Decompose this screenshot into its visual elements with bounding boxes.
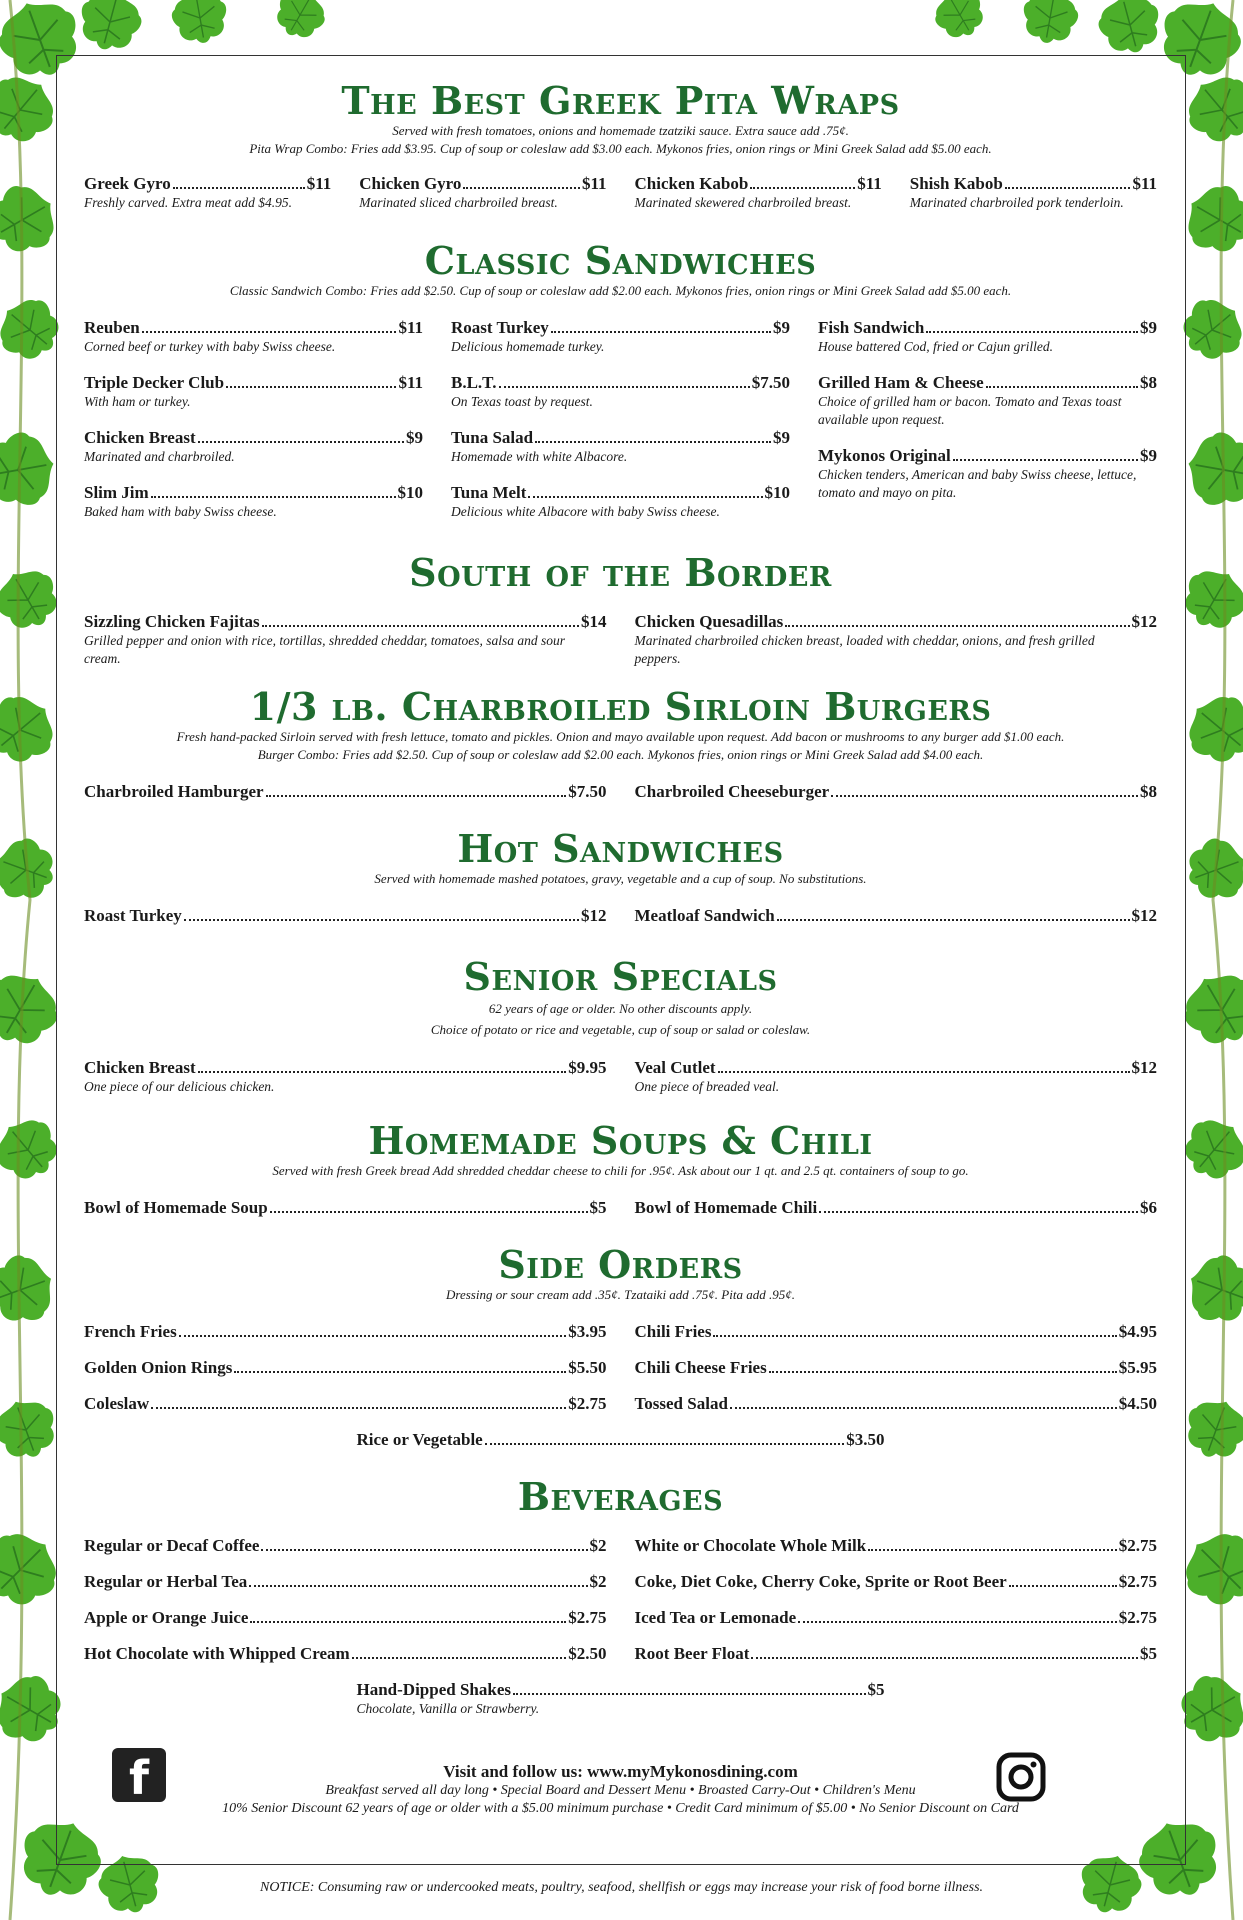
item-name: Chicken Breast [84, 1057, 196, 1077]
item-price: $11 [398, 317, 423, 337]
item-description: Marinated charbroiled chicken breast, loaded with cheddar, onions, and fresh grilled peppers. [634, 632, 1095, 666]
item-description: One piece of our delicious chicken. [84, 1078, 275, 1094]
item-name: Roast Turkey [84, 905, 182, 925]
menu-item [84, 318, 423, 356]
item-price: $2 [589, 1571, 607, 1591]
item-name: Chicken Quesadillas [634, 611, 784, 631]
menu-item [84, 782, 607, 802]
item-price: $2.75 [568, 1393, 607, 1413]
burgers-items [84, 782, 1157, 815]
menu-item [635, 174, 882, 212]
item-name: Charbroiled Cheeseburger [634, 781, 830, 801]
menu-item [818, 446, 1157, 502]
burgers-heading: 1/3 lb. Charbroiled Sirloin Burgers [249, 684, 992, 729]
item-name: Hot Chocolate with Whipped Cream [84, 1643, 350, 1663]
border-heading: South of the Border [409, 550, 832, 595]
menu-item [84, 373, 423, 411]
beverages-heading: Beverages [517, 1474, 724, 1519]
pita-heading: The Best Greek Pita Wraps [341, 78, 900, 123]
beverages-items [84, 1536, 1157, 1680]
burgers-subtitle-1: Fresh hand-packed Sirloin served with fresh lettuce, tomato and pickles. Onion and mayo available upon request. Add bacon or mushrooms to any burger add $1.00 each. [176, 728, 1065, 744]
item-price: $5 [1140, 1643, 1157, 1663]
pita-items [84, 174, 1157, 225]
soups-section [84, 1120, 1157, 1231]
menu-item [635, 782, 1158, 802]
item-price: $8 [1140, 781, 1157, 801]
menu-item [818, 318, 1157, 356]
menu-item [84, 1058, 607, 1096]
classic-column-3 [818, 318, 1157, 538]
classic-heading: Classic Sandwiches [424, 238, 817, 283]
beverages-column-2 [635, 1536, 1158, 1680]
item-name: White or Chocolate Whole Milk [634, 1535, 867, 1555]
menu-item [84, 174, 331, 212]
item-name: Sizzling Chicken Fajitas [84, 611, 260, 631]
item-price: $4.95 [1118, 1321, 1157, 1341]
item-price: $11 [398, 372, 423, 392]
menu-item [635, 1394, 1158, 1414]
item-name: Regular or Decaf Coffee [84, 1535, 260, 1555]
menu-item [84, 1644, 607, 1664]
menu-item [84, 612, 607, 668]
item-price: $2.50 [568, 1643, 607, 1663]
menu-item [635, 1608, 1158, 1628]
senior-subtitle-1: 62 years of age or older. No other discounts apply. [488, 1000, 753, 1016]
item-description: Delicious homemade turkey. [451, 338, 605, 354]
beverages-section [84, 1476, 1157, 1718]
item-price: $14 [581, 611, 607, 631]
menu-item [635, 1536, 1158, 1556]
item-name: Bowl of Homemade Soup [84, 1197, 268, 1217]
menu-item [84, 1572, 607, 1592]
item-price: $9 [1140, 317, 1157, 337]
senior-heading: Senior Specials [463, 954, 778, 999]
item-name: Bowl of Homemade Chili [634, 1197, 818, 1217]
sides-subtitle: Dressing or sour cream add .35¢. Tzataiki add .75¢. Pita add .95¢. [446, 1286, 795, 1302]
senior-section [84, 956, 1157, 1109]
item-name: Chicken Kabob [634, 173, 749, 193]
item-description: Baked ham with baby Swiss cheese. [84, 503, 277, 519]
item-name: Reuben [84, 317, 140, 337]
hot-section [84, 828, 1157, 939]
menu-item [635, 1198, 1158, 1218]
item-name: Root Beer Float [634, 1643, 750, 1663]
item-price: $12 [1131, 611, 1157, 631]
menu-item [635, 1322, 1158, 1342]
item-name: Tuna Melt [451, 482, 527, 502]
item-price: $2.75 [568, 1607, 607, 1627]
item-description: House battered Cod, fried or Cajun grilled. [818, 338, 1053, 354]
item-name: Tossed Salad [634, 1393, 728, 1413]
menu-item [818, 373, 1157, 429]
item-name: Regular or Herbal Tea [84, 1571, 248, 1591]
notice-text: NOTICE: Consuming raw or undercooked meats, poultry, seafood, shellfish or eggs may increase your risk of food borne illness. [259, 1880, 984, 1895]
item-price: $12 [1131, 905, 1157, 925]
item-description: With ham or turkey. [84, 393, 191, 409]
item-price: $5.95 [1118, 1357, 1157, 1377]
item-name: Hand-Dipped Shakes [356, 1679, 511, 1699]
item-price: $11 [1132, 173, 1157, 193]
item-price: $9 [1140, 445, 1157, 465]
item-name: Slim Jim [84, 482, 149, 502]
item-description: Marinated charbroiled pork tenderloin. [909, 194, 1124, 210]
item-price: $7.50 [751, 372, 790, 392]
item-name: French Fries [84, 1321, 177, 1341]
senior-subtitle-2: Choice of potato or rice and vegetable, cup of soup or salad or coleslaw. [430, 1021, 811, 1037]
item-price: $2.75 [1118, 1535, 1157, 1555]
item-name: Shish Kabob [909, 173, 1003, 193]
item-name: Golden Onion Rings [84, 1357, 233, 1377]
item-description: One piece of breaded veal. [634, 1078, 780, 1094]
item-price: $9.95 [568, 1057, 607, 1077]
item-name: Grilled Ham & Cheese [818, 372, 984, 392]
soups-heading: Homemade Soups & Chili [368, 1118, 873, 1163]
item-name: Mykonos Original [818, 445, 951, 465]
item-price: $11 [306, 173, 332, 193]
menu-item [451, 373, 790, 411]
item-name: Chicken Gyro [359, 173, 462, 193]
item-description: Corned beef or turkey with baby Swiss cheese. [84, 338, 336, 354]
item-description: Choice of grilled ham or bacon. Tomato and Texas toast available upon request. [818, 393, 1122, 427]
footer-info-1: Breakfast served all day long • Special Board and Dessert Menu • Broasted Carry-Out • Children's Menu [325, 1783, 916, 1798]
sides-column-2 [635, 1322, 1158, 1430]
item-name: Chicken Breast [84, 427, 196, 447]
menu-item [451, 483, 790, 521]
website-line: Visit and follow us: www.myMykonosdining.com [443, 1762, 798, 1781]
sides-section [84, 1244, 1157, 1450]
classic-subtitle: Classic Sandwich Combo: Fries add $2.50. Cup of soup or coleslaw add $2.00 each. Mykonos fries, onion rings or Mini Greek Salad add $5.00 each. [229, 282, 1012, 298]
menu-item [84, 1358, 607, 1378]
item-price: $3.50 [846, 1429, 885, 1449]
classic-items [84, 318, 1157, 538]
menu-item [635, 1358, 1158, 1378]
menu-item [84, 1322, 607, 1342]
item-name: Chili Fries [634, 1321, 712, 1341]
border-items [84, 612, 1157, 681]
menu-item [635, 1644, 1158, 1664]
item-name: Coleslaw [84, 1393, 150, 1413]
item-price: $5 [589, 1197, 607, 1217]
menu-item [84, 1198, 607, 1218]
item-price: $11 [581, 173, 607, 193]
menu-item [359, 174, 606, 212]
item-name: Apple or Orange Juice [84, 1607, 249, 1627]
item-name: Greek Gyro [84, 173, 171, 193]
item-name: Tuna Salad [451, 427, 534, 447]
menu-item [635, 906, 1158, 926]
menu-item [84, 1536, 607, 1556]
menu-item [451, 428, 790, 466]
item-name: Triple Decker Club [84, 372, 225, 392]
facebook-icon[interactable]: f [112, 1748, 166, 1802]
item-price: $8 [1140, 372, 1157, 392]
hot-heading: Hot Sandwiches [457, 826, 784, 871]
sides-column-1 [84, 1322, 607, 1430]
menu-item [451, 318, 790, 356]
item-price: $10 [764, 482, 790, 502]
item-price: $5 [867, 1679, 885, 1699]
burgers-section [84, 686, 1157, 815]
menu-item [357, 1680, 885, 1718]
item-price: $5.50 [568, 1357, 607, 1377]
menu-item [357, 1430, 885, 1450]
menu-item [84, 483, 423, 521]
item-description: Marinated sliced charbroiled breast. [359, 194, 558, 210]
item-price: $9 [773, 317, 790, 337]
item-price: $9 [773, 427, 790, 447]
hot-subtitle: Served with homemade mashed potatoes, gravy, vegetable and a cup of soup. No substitutions. [374, 870, 867, 886]
item-name: B.L.T. [451, 372, 497, 392]
footer-info-2: 10% Senior Discount 62 years of age or older with a $5.00 minimum purchase • Credit Card minimum of $5.00 • No Senior Discount on Card [222, 1801, 1019, 1816]
item-description: On Texas toast by request. [451, 393, 593, 409]
hot-items [84, 906, 1157, 939]
item-price: $12 [581, 905, 607, 925]
senior-items [84, 1058, 1157, 1109]
item-price: $12 [1131, 1057, 1157, 1077]
pita-subtitle-1: Served with fresh tomatoes, onions and homemade tzatziki sauce. Extra sauce add .75¢. [392, 122, 849, 138]
soups-items [84, 1198, 1157, 1231]
menu-item [84, 906, 607, 926]
item-description: Freshly carved. Extra meat add $4.95. [84, 194, 292, 210]
classic-column-1 [84, 318, 423, 538]
item-description: Chocolate, Vanilla or Strawberry. [356, 1700, 540, 1716]
menu-item [84, 428, 423, 466]
item-price: $2.75 [1118, 1571, 1157, 1591]
item-price: $7.50 [568, 781, 607, 801]
item-name: Roast Turkey [451, 317, 549, 337]
menu-item [635, 612, 1158, 668]
item-description: Chicken tenders, American and baby Swiss cheese, lettuce, tomato and mayo on pita. [818, 466, 1137, 500]
item-price: $3.95 [568, 1321, 607, 1341]
item-price: $9 [406, 427, 423, 447]
classic-section [84, 240, 1157, 538]
item-description: Marinated and charbroiled. [84, 448, 235, 464]
item-description: Homemade with white Albacore. [451, 448, 628, 464]
sides-heading: Side Orders [498, 1242, 743, 1287]
item-price: $2 [589, 1535, 607, 1555]
menu-item [84, 1608, 607, 1628]
item-name: Veal Cutlet [634, 1057, 716, 1077]
item-description: Grilled pepper and onion with rice, tortillas, shredded cheddar, tomatoes, salsa and sour cream. [84, 632, 565, 666]
item-name: Coke, Diet Coke, Cherry Coke, Sprite or Root Beer [634, 1571, 1007, 1591]
classic-column-2 [451, 318, 790, 538]
item-description: Delicious white Albacore with baby Swiss cheese. [451, 503, 720, 519]
menu-item [84, 1394, 607, 1414]
menu-item [910, 174, 1157, 212]
item-name: Charbroiled Hamburger [84, 781, 264, 801]
menu-item [635, 1058, 1158, 1096]
item-name: Meatloaf Sandwich [634, 905, 775, 925]
soups-subtitle: Served with fresh Greek bread Add shredded cheddar cheese to chili for .95¢. Ask about our 1 qt. and 2.5 qt. containers of soup to go. [272, 1162, 969, 1178]
menu-item [635, 1572, 1158, 1592]
item-price: $6 [1140, 1197, 1157, 1217]
item-name: Fish Sandwich [818, 317, 925, 337]
instagram-icon[interactable] [996, 1752, 1046, 1802]
pita-section [84, 80, 1157, 225]
pita-subtitle-2: Pita Wrap Combo: Fries add $3.95. Cup of soup or coleslaw add $3.00 each. Mykonos fries, onion rings or Mini Greek Salad add $5.00 each. [249, 140, 992, 156]
item-price: $2.75 [1118, 1607, 1157, 1627]
item-name: Rice or Vegetable [356, 1429, 483, 1449]
sides-items [84, 1322, 1157, 1430]
item-name: Iced Tea or Lemonade [634, 1607, 797, 1627]
burgers-subtitle-2: Burger Combo: Fries add $2.50. Cup of soup or coleslaw add $2.00 each. Mykonos fries, onion rings or Mini Greek Salad add $4.00 each. [257, 746, 984, 762]
item-price: $11 [857, 173, 882, 193]
item-price: $4.50 [1118, 1393, 1157, 1413]
item-price: $10 [397, 482, 423, 502]
item-name: Chili Cheese Fries [634, 1357, 767, 1377]
border-section [84, 552, 1157, 681]
beverages-column-1 [84, 1536, 607, 1680]
item-description: Marinated skewered charbroiled breast. [634, 194, 852, 210]
